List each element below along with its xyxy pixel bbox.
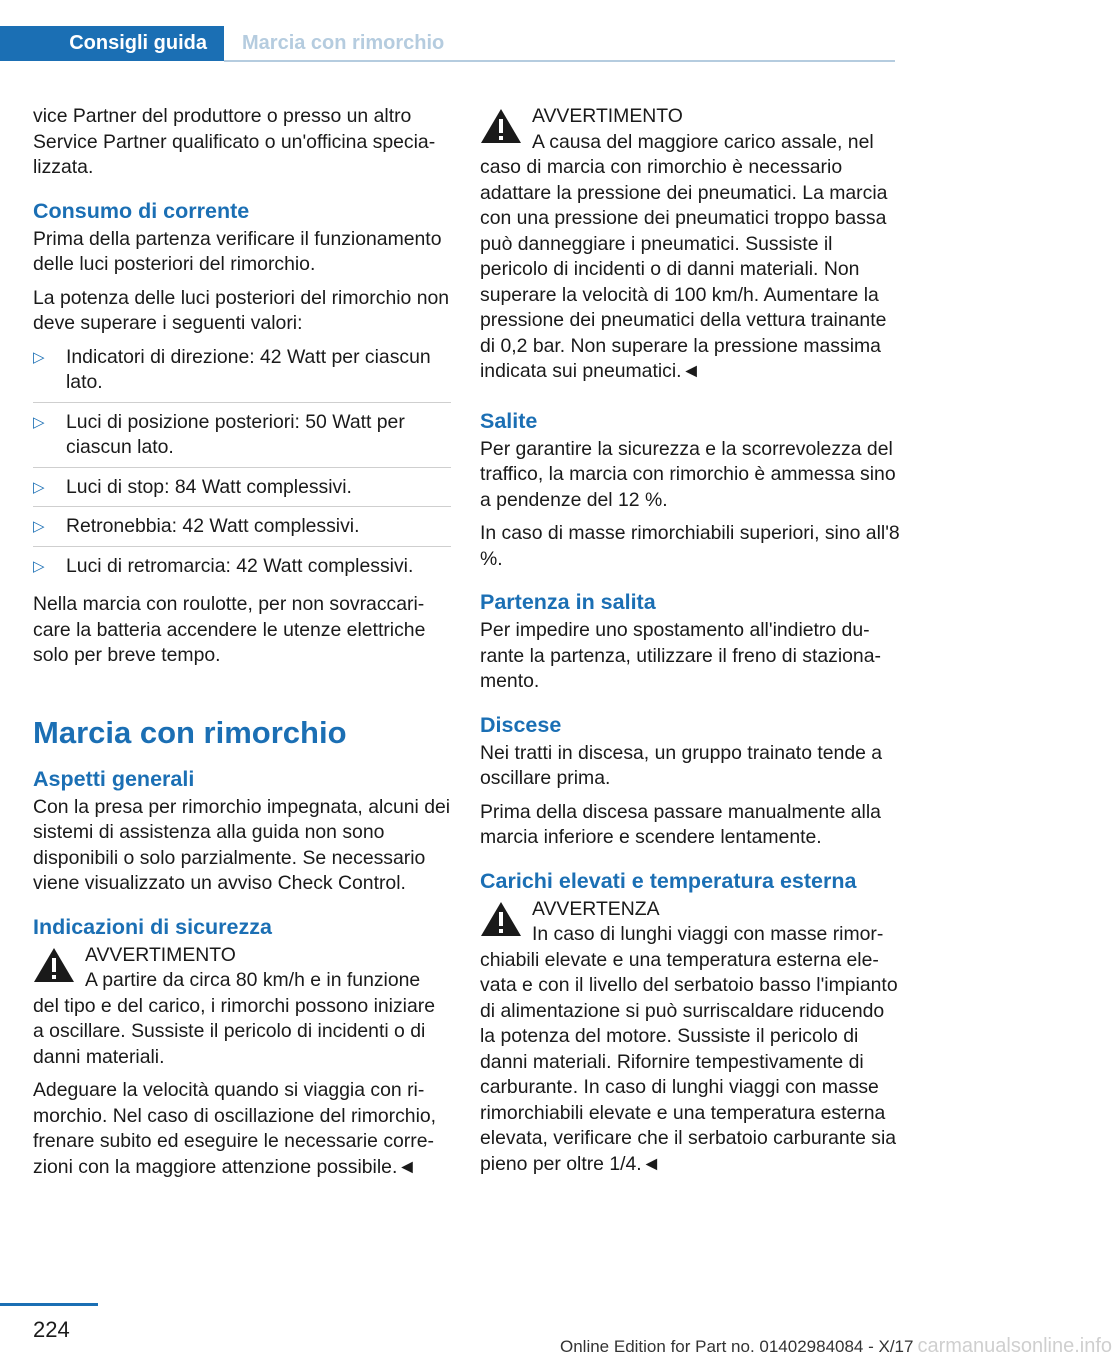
triangle-bullet-icon: ▷ [33,557,45,575]
warning-block-speed [33,943,451,1071]
list-item [33,514,451,547]
heading-carichi-elevati: Carichi elevati e temperatura esterna [480,868,857,893]
list-item-text: Retronebbia: 42 Watt complessivi. [66,515,360,537]
discese-paragraph-2: Prima della discesa passare manualmente alla marcia inferiore e scendere lentamente. [480,800,881,848]
warning-title: AVVERTIMENTO [85,943,236,966]
warning-title: AVVERTIMENTO [532,105,683,127]
list-item [33,554,451,586]
intro-paragraph: vice Partner del produttore o presso un altro Service Partner qualificato o un'officina specializzata. [33,105,436,178]
heading-indicazioni-di-sicurezza: Indicazioni di sicurezza [33,914,272,939]
aspetti-paragraph: Con la presa per rimorchio impegnata, alcuni dei sistemi di assistenza alla guida non sono disponibili o solo parzialmente. Se necessario viene visualizzato un avviso Check Control. [33,795,451,894]
consumo-paragraph-1: Prima della partenza verificare il funzionamento delle luci posteriori del rimorchio. [33,227,442,275]
heading-partenza-in-salita: Partenza in salita [480,590,656,614]
page-number: 224 [33,1317,70,1342]
list-item [33,475,451,508]
header-divider [224,60,895,62]
edition-footer [560,1335,1112,1358]
heading-aspetti-generali: Aspetti generali [33,766,195,791]
heading-consumo-di-corrente: Consumo di corrente [33,198,250,223]
warning-body: A partire da circa 80 km/h e in funzione del tipo e del carico, i rimorchi possono iniziare a oscillare. Sussiste il pericolo di incidenti o di danni materiali. [33,969,436,1068]
warning-triangle-icon [480,901,522,937]
list-item [33,410,451,468]
salite-paragraph-2: In caso di masse rimorchiabili superiori, sino all'8 %. [480,522,900,570]
triangle-bullet-icon: ▷ [33,478,45,496]
discese-paragraph-1: Nei tratti in discesa, un gruppo trainato tende a oscillare prima. [480,741,883,789]
left-column [33,104,451,1188]
chapter-tab-title: Marcia con rimorchio [242,32,445,54]
partenza-paragraph: Per impedire uno spostamento all'indietro durante la partenza, utilizzare il freno di stazionamento. [480,619,881,692]
heading-discese: Discese [480,712,562,737]
list-item-text: Luci di stop: 84 Watt complessivi. [66,475,352,498]
triangle-bullet-icon: ▷ [33,413,45,431]
right-column [480,104,900,1177]
heading-salite: Salite [480,408,538,433]
warning-body: In caso di lunghi viaggi con masse rimorchiabili elevate e una temperatura esterna elevata e con il livello del serbatoio basso l'impianto di alimentazione si può surriscaldare riducendo la potenza del motore. Sussiste il pericolo di danni materiali. Rifornire tempestivamente di carburante. In caso di lunghi viaggi con masse rimorchiabili elevate e una temperatura esterna elevata, verificare che il serbatoio carburante sia pieno per oltre 1/4.◄ [480,923,898,1175]
list-item-text: Luci di retromarcia: 42 Watt complessivi. [66,554,414,577]
salite-paragraph-1: Per garantire la sicurezza e la scorrevolezza del traffico, la marcia con rimorchio è ammessa sino a pendenze del 12 %. [480,437,896,511]
light-power-list [33,345,451,586]
list-item [33,345,451,403]
warning-triangle-icon [33,947,75,983]
triangle-bullet-icon: ▷ [33,348,45,366]
consumo-paragraph-3: Nella marcia con roulotte, per non sovraccaricare la batteria accendere le utenze elettriche solo per breve tempo. [33,593,426,666]
list-item-text: Indicatori di direzione: 42 Watt per ciascun lato. [66,345,431,393]
watermark-text: carmanualsonline.info [917,1335,1112,1357]
warning-block-fuel [480,897,900,1178]
consumo-paragraph-2: La potenza delle luci posteriori del rimorchio non deve superare i seguenti valori: [33,286,450,334]
warning-paragraph-2: Adeguare la velocità quando si viaggia con rimorchio. Nel caso di oscillazione del rimorchio, frenare subito ed eseguire le necessarie correzioni con la maggiore attenzione possibile.◄ [33,1079,437,1178]
list-item-text: Luci di posizione posteriori: 50 Watt per ciascun lato. [66,410,405,458]
warning-title: AVVERTENZA [532,897,660,920]
warning-body: A causa del maggiore carico assale, nel caso di marcia con rimorchio è necessario adattare la pressione dei pneumatici. La marcia con una pressione dei pneumatici troppo bassa può danneggiare i pneumatici. Sussiste il pericolo di incidenti o di danni materiali. Non superare la velocità di 100 km/h. Aumentare la pressione dei pneumatici della vettura trainante di 0,2 bar. Non superare la pressione massima indicata sui pneumatici.◄ [480,130,888,382]
heading-marcia-con-rimorchio: Marcia con rimorchio [33,714,347,750]
section-tab-consigli-guida[interactable]: Consigli guida [0,26,224,61]
footer-accent-line [0,1303,98,1306]
triangle-bullet-icon: ▷ [33,518,45,535]
warning-block-tire-pressure [480,104,900,385]
page-header [0,0,895,62]
edition-text: Online Edition for Part no. 01402984084 - X/17 [560,1337,914,1356]
warning-triangle-icon [480,108,522,144]
